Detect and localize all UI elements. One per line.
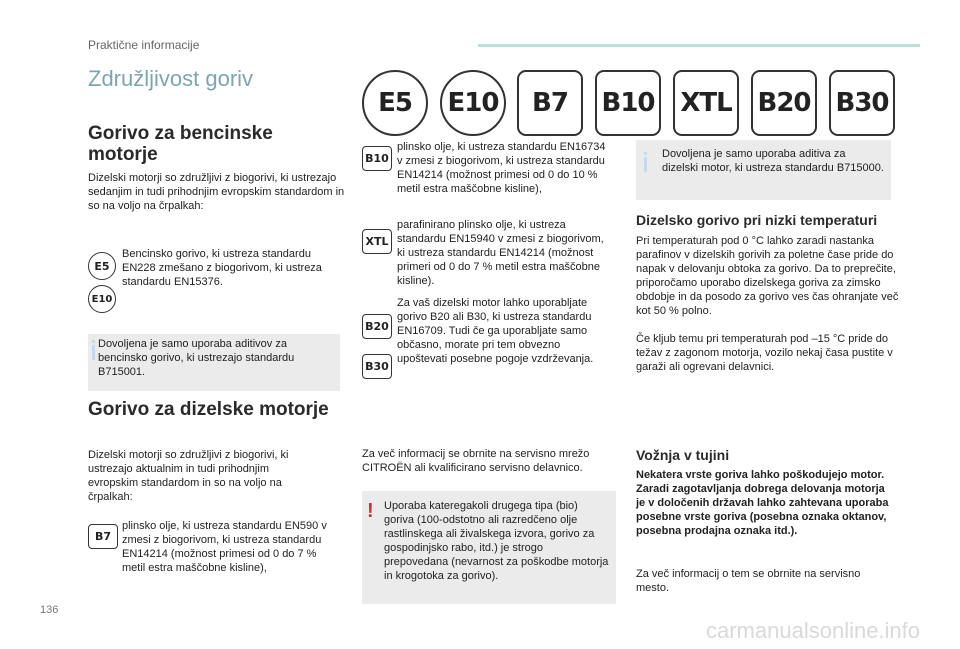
fuel-badge-xtl: XTL — [673, 70, 739, 136]
b10-text: plinsko olje, ki ustreza standardu EN16734 v zmesi z biogorivom, ki ustreza standardu EN14214 (možnost primesi od 0 do 10 % metil estra maščobne kisline), — [397, 141, 606, 195]
low-temp-text-1: Pri temperaturah pod 0 °C lahko zaradi nastanka parafinov v dizelskih gorivih za poletne čase pride do napak v delovanju obtoka za gorivo. Da to preprečite, priporočamo uporabo dizelskega goriva za zimsko obdobje in da posodo za gorivo ves čas ohranjate več kot 50 % polno. — [636, 235, 899, 317]
diesel-note-text: Dovoljena je samo uporaba aditiva za dizelski motor, ki ustreza standardu B715000. — [662, 148, 884, 174]
petrol-heading: Gorivo za bencinske motorje — [88, 123, 273, 165]
page-number: 136 — [40, 604, 59, 616]
fuel-warning-box — [362, 491, 616, 604]
b7-icon: B7 — [88, 524, 118, 549]
driving-abroad-text: Za več informacij o tem se obrnite na servisno mesto. — [636, 568, 861, 594]
e10-icon: E10 — [88, 285, 116, 313]
fuel-badge-b10: B10 — [595, 70, 661, 136]
b20-b30-text: Za vaš dizelski motor lahko uporabljate gorivo B20 ali B30, ki ustreza standardu EN16709. Tudi če ga uporabljate samo občasno, morate pri tem obvezno upoštevati posebne pogoje vzdrževanja. — [397, 297, 594, 365]
fuel-badge-b30: B30 — [829, 70, 895, 136]
petrol-note-text: Dovoljena je samo uporaba aditivov za bencinsko gorivo, ki ustrezajo standardu B715001. — [98, 338, 295, 378]
fuel-badge-e10: E10 — [440, 70, 506, 136]
fuel-badge-b20: B20 — [751, 70, 817, 136]
xtl-icon: XTL — [362, 229, 392, 254]
petrol-intro: Dizelski motorji so združljivi z biogorivi, ki ustrezajo sedanjim in tudi prihodnjim evropskim standardom in so na voljo na črpalkah: — [88, 172, 345, 212]
b30-icon: B30 — [362, 354, 392, 379]
warning-icon: ! — [367, 500, 374, 522]
fuel-badge-b7: B7 — [517, 70, 583, 136]
header-accent-bar — [478, 44, 920, 47]
info-icon — [92, 345, 95, 360]
e-fuel-text: Bencinsko gorivo, ki ustreza standardu EN228 zmešano z biogorivom, ki ustreza standardu EN15376. — [122, 248, 322, 288]
b10-icon: B10 — [362, 146, 392, 171]
diesel-heading: Gorivo za dizelske motorje — [88, 399, 329, 420]
fuel-badge-e5: E5 — [362, 70, 428, 136]
watermark: carmanualsonline.info — [706, 618, 921, 643]
e5-icon: E5 — [88, 252, 116, 280]
diesel-additive-note — [636, 140, 891, 200]
driving-abroad-heading: Vožnja v tujini — [636, 447, 730, 463]
petrol-additive-note — [88, 334, 340, 391]
b7-text: plinsko olje, ki ustreza standardu EN590 v zmesi z biogorivom, ki ustreza standardu EN14214 (možnost primesi od 0 do 7 % metil estra maščobne kisline), — [122, 520, 327, 574]
low-temp-text-2: Če kljub temu pri temperaturah pod –15 °C pride do težav z zagonom motorja, vozilo nekaj časa pustite v garaži ali ogrevani delavnici. — [636, 333, 893, 373]
section-header: Praktične informacije — [88, 38, 200, 52]
warning-text: Uporaba kateregakoli drugega tipa (bio) goriva (100-odstotno ali razredčeno olje rastlinskega ali živalskega izvora, gorivo za gospodinjsko rabo, itd.) je strogo prepovedana (nevarnost za poškodbe motorja in krogotoka za gorivo). — [384, 500, 609, 582]
service-network-text: Za več informacij se obrnite na servisno mrežo CITROËN ali kvalificirano servisno delavnico. — [362, 448, 590, 474]
driving-abroad-warning: Nekatera vrste goriva lahko poškodujejo motor. Zaradi zagotavljanja dobrega delovanja motorja je v določenih državah lahko zahtevana uporaba posebne vrste goriva (posebna oznaka oktanov, posebna prodajna oznaka itd.). — [636, 469, 889, 537]
xtl-text: parafinirano plinsko olje, ki ustreza standardu EN15940 v zmesi z biogorivom, ki ustreza standardu EN14214 (možnost primeri od 0 do 7 % metil estra maščobne kisline). — [397, 219, 604, 287]
diesel-intro: Dizelski motorji so združljivi z biogorivi, ki ustrezajo aktualnim in tudi prihodnjim evropskim standardom in so na voljo na črpalkah: — [88, 449, 289, 503]
info-icon — [644, 157, 647, 172]
low-temp-heading: Dizelsko gorivo pri nizki temperaturi — [636, 212, 878, 228]
b20-icon: B20 — [362, 314, 392, 339]
page-title: Združljivost goriv — [88, 66, 254, 91]
